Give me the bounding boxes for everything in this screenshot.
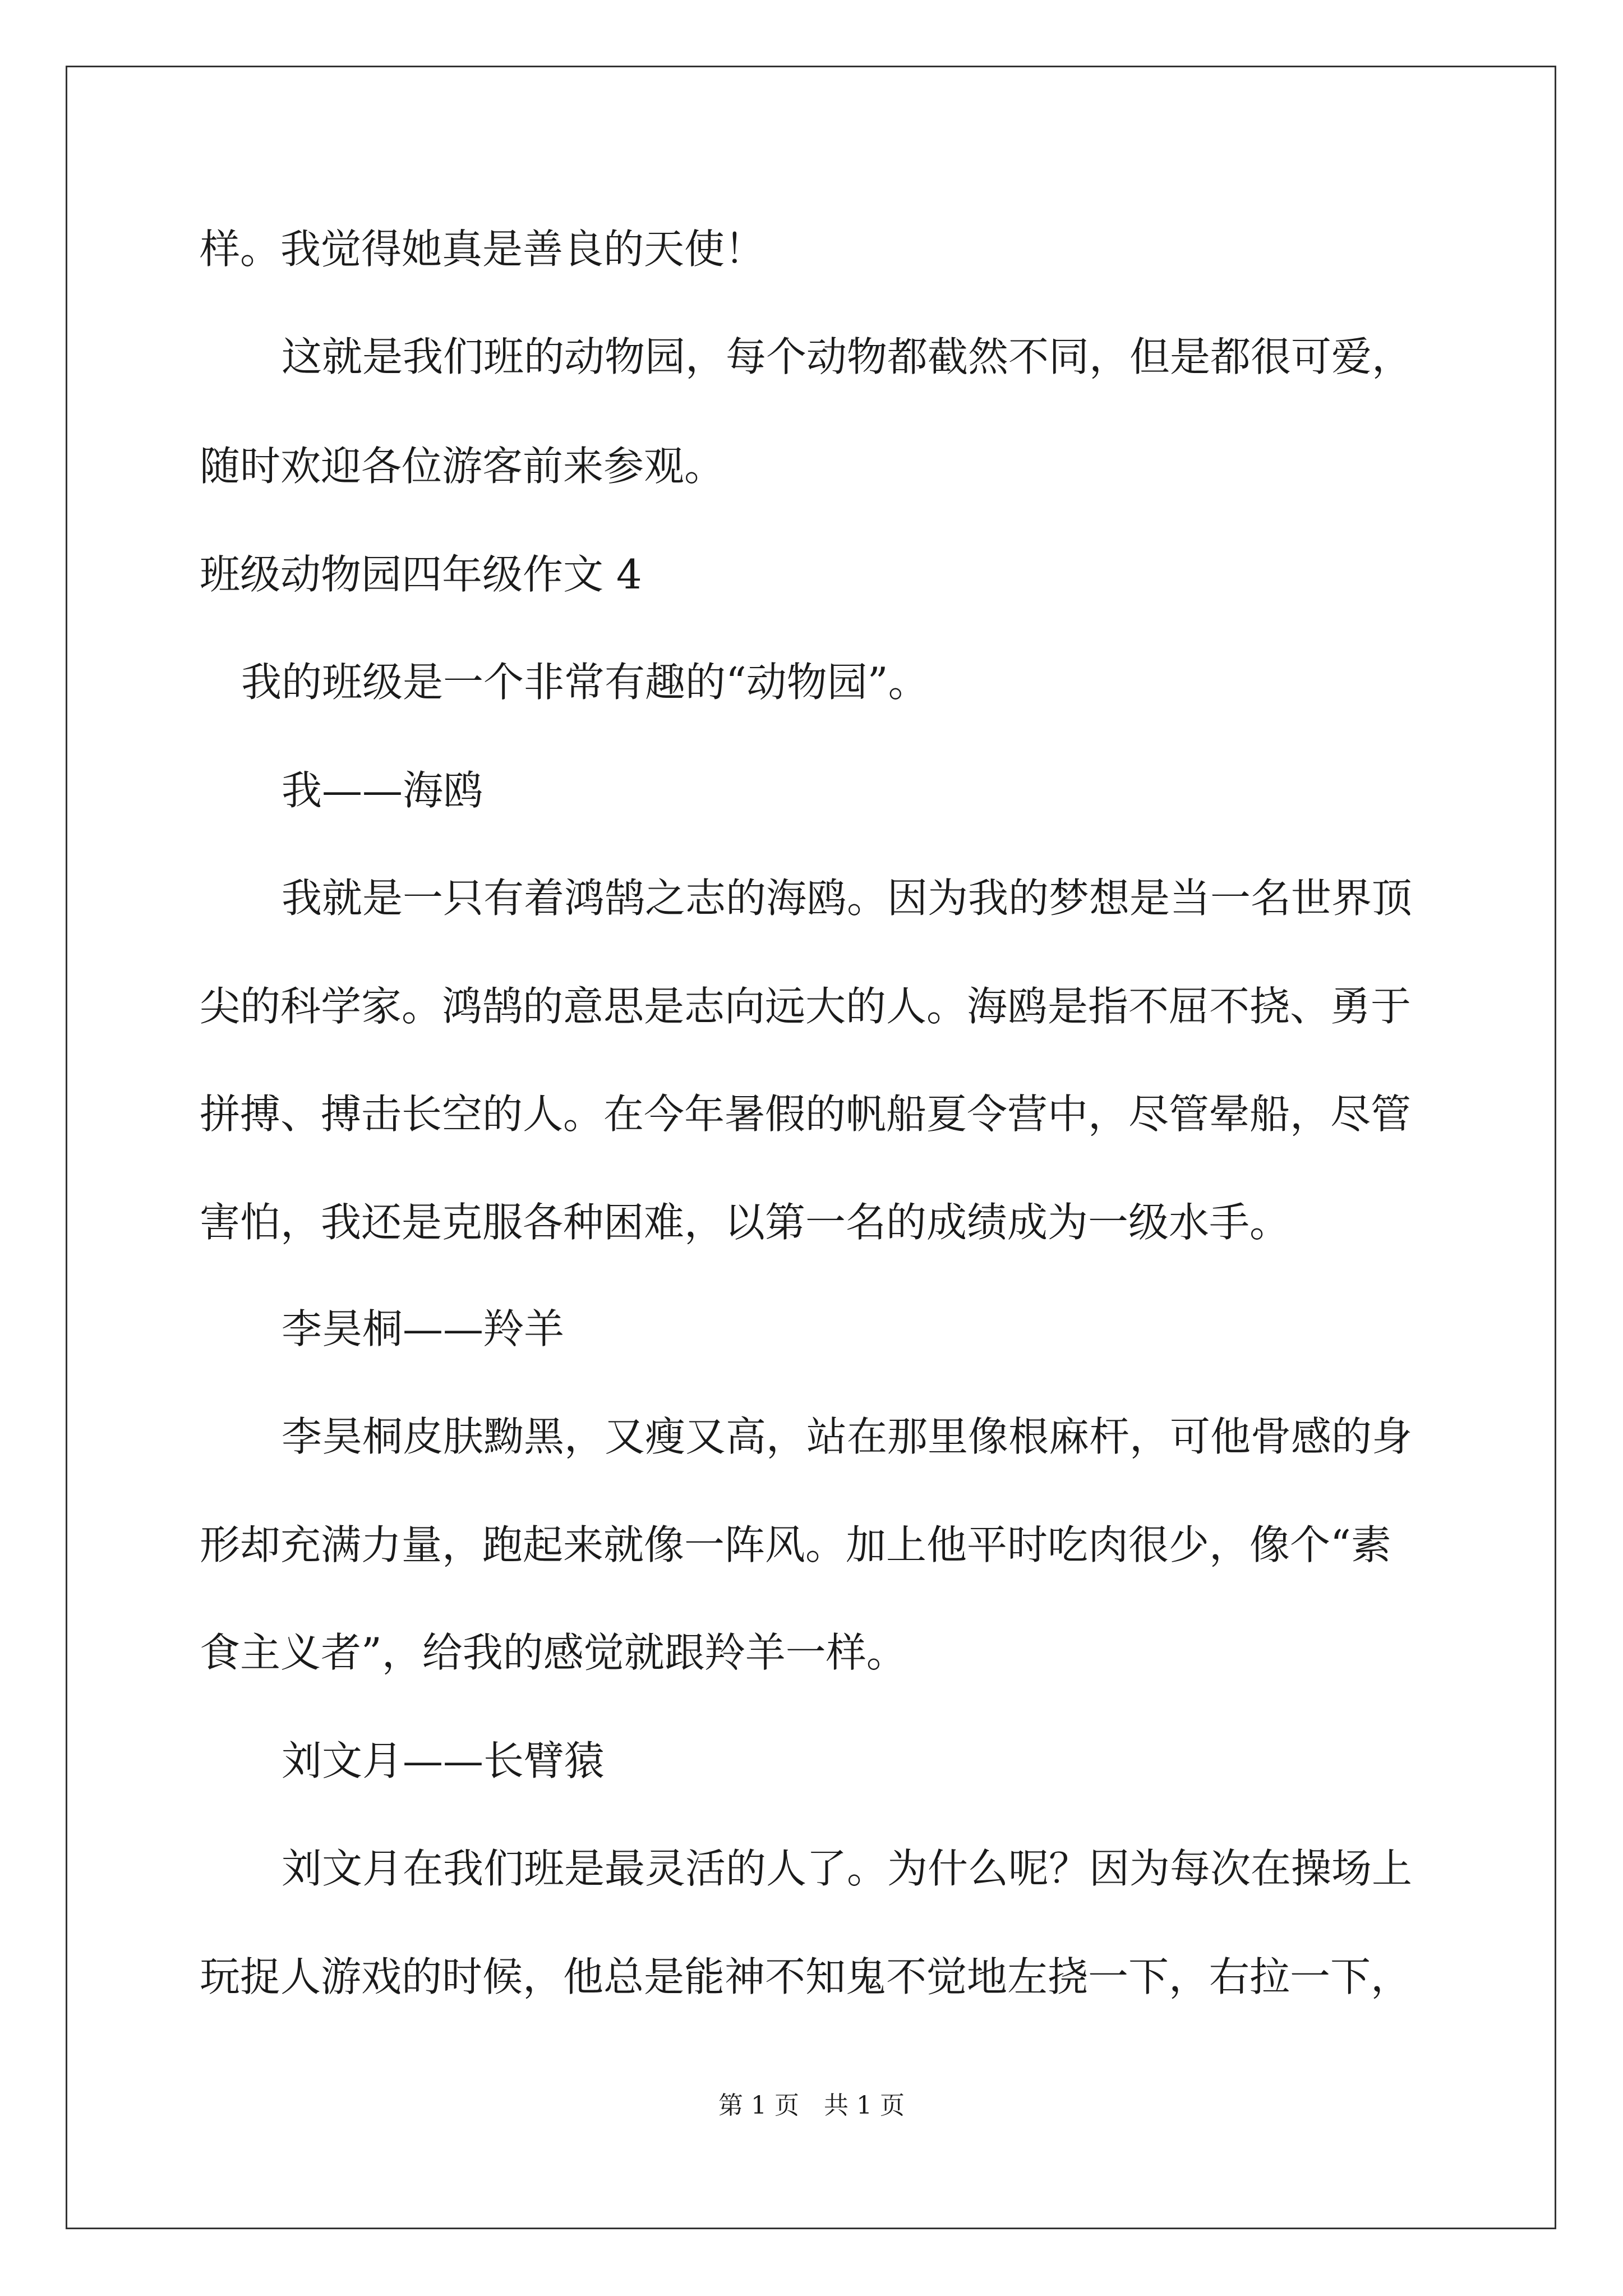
text-line: 李昊桐——羚羊 bbox=[282, 1305, 565, 1352]
text-line: 拼搏、搏击长空的人。在今年暑假的帆船夏令营中，尽管晕船，尽管 bbox=[200, 1091, 1412, 1138]
text-line: 尖的科学家。鸿鹄的意思是志向远大的人。海鸥是指不屈不挠、勇于 bbox=[200, 983, 1412, 1030]
text-line: 食主义者”，给我的感觉就跟羚羊一样。 bbox=[200, 1629, 907, 1676]
text-line: 我就是一只有着鸿鹄之志的海鸥。因为我的梦想是当一名世界顶 bbox=[282, 875, 1413, 922]
text-line: 玩捉人游戏的时候，他总是能神不知鬼不觉地左挠一下，右拉一下， bbox=[200, 1953, 1412, 2000]
text-line: 这就是我们班的动物园，每个动物都截然不同，但是都很可爱， bbox=[282, 333, 1413, 380]
text-line: 随时欢迎各位游客前来参观。 bbox=[200, 443, 725, 490]
text-line: 我——海鸥 bbox=[282, 767, 484, 814]
text-line: 刘文月——长臂猿 bbox=[282, 1737, 605, 1784]
text-line: 害怕，我还是克服各种困难，以第一名的成绩成为一级水手。 bbox=[200, 1199, 1290, 1246]
page-border bbox=[66, 66, 1556, 2229]
page-footer: 第 1 页 共 1 页 bbox=[718, 2091, 905, 2120]
text-line: 李昊桐皮肤黝黑，又瘦又高，站在那里像根麻杆，可他骨感的身 bbox=[282, 1413, 1413, 1460]
text-line: 刘文月在我们班是最灵活的人了。为什么呢？因为每次在操场上 bbox=[282, 1845, 1413, 1892]
text-line: 样。我觉得她真是善良的天使！ bbox=[200, 226, 766, 273]
section-heading: 班级动物园四年级作文 4 bbox=[200, 551, 642, 598]
text-line: 形却充满力量，跑起来就像一阵风。加上他平时吃肉很少，像个“素 bbox=[200, 1521, 1391, 1568]
text-line: 我的班级是一个非常有趣的“动物园”。 bbox=[241, 659, 929, 706]
